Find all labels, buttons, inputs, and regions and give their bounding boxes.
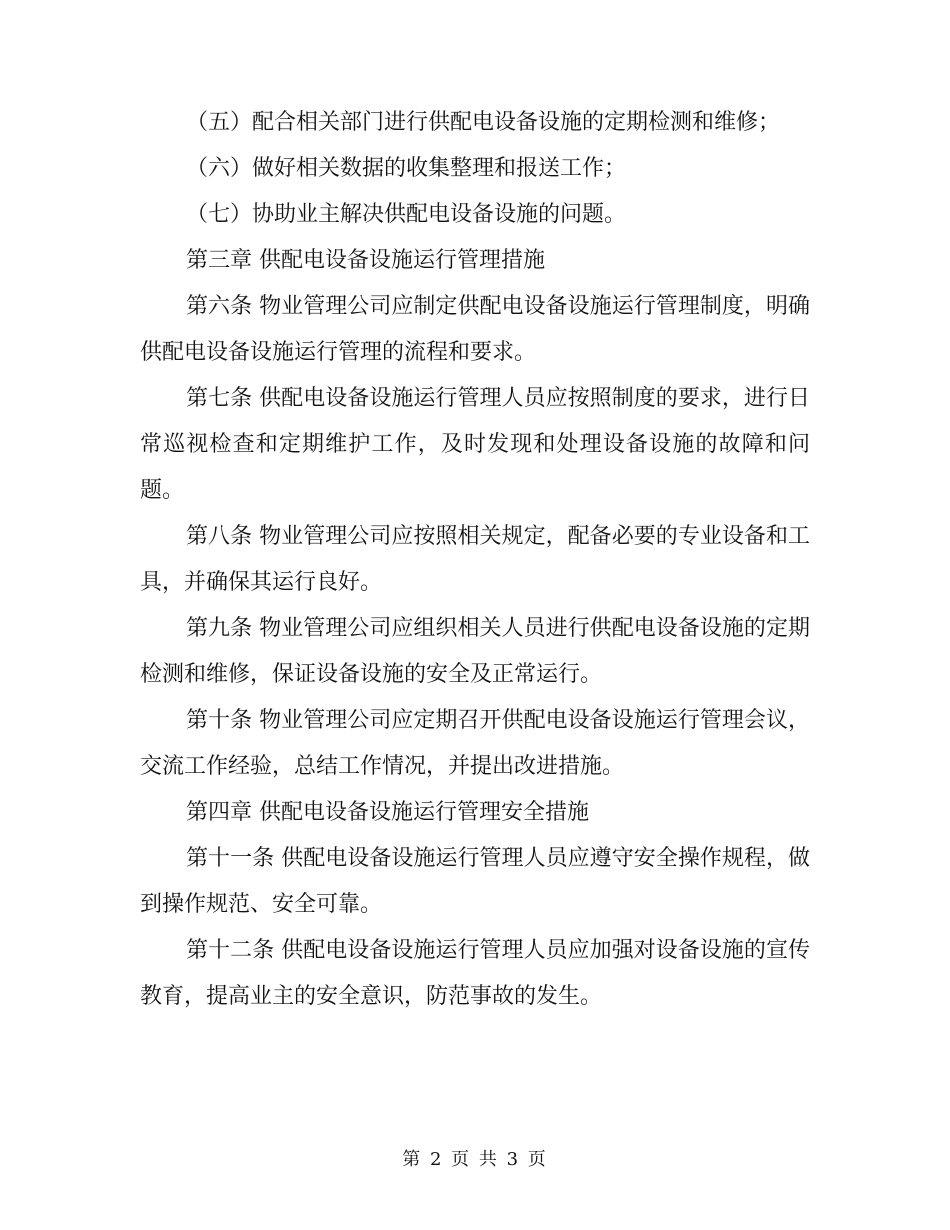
- article-11: 第十一条 供配电设备设施运行管理人员应遵守安全操作规程，做到操作规范、安全可靠。: [140, 846, 810, 917]
- document-body: [140, 100, 810, 1020]
- article-9: 第九条 物业管理公司应组织相关人员进行供配电设备设施的定期检测和维修，保证设备设施的安全及正常运行。: [140, 616, 810, 687]
- chapter-3-heading: 第三章 供配电设备设施运行管理措施: [186, 248, 545, 273]
- article-12: 第十二条 供配电设备设施运行管理人员应加强对设备设施的宣传教育，提高业主的安全意识，防范事故的发生。: [140, 938, 810, 1009]
- paragraph-item-6: （六）做好相关数据的收集整理和报送工作；: [186, 156, 627, 181]
- paragraph-item-7: （七）协助业主解决供配电设备设施的问题。: [186, 202, 627, 227]
- page-number-footer: 第 2 页 共 3 页: [402, 1149, 548, 1170]
- article-8: 第八条 物业管理公司应按照相关规定，配备必要的专业设备和工具，并确保其运行良好。: [140, 524, 810, 595]
- article-7: 第七条 供配电设备设施运行管理人员应按照制度的要求，进行日常巡视检查和定期维护工作，及时发现和处理设备设施的故障和问题。: [140, 386, 810, 503]
- paragraph-item-5: （五）配合相关部门进行供配电设备设施的定期检测和维修；: [186, 110, 781, 135]
- chapter-4-heading: 第四章 供配电设备设施运行管理安全措施: [186, 800, 589, 825]
- article-6: 第六条 物业管理公司应制定供配电设备设施运行管理制度，明确供配电设备设施运行管理的流程和要求。: [140, 294, 810, 365]
- article-10: 第十条 物业管理公司应定期召开供配电设备设施运行管理会议，交流工作经验，总结工作情况，并提出改进措施。: [140, 708, 810, 779]
